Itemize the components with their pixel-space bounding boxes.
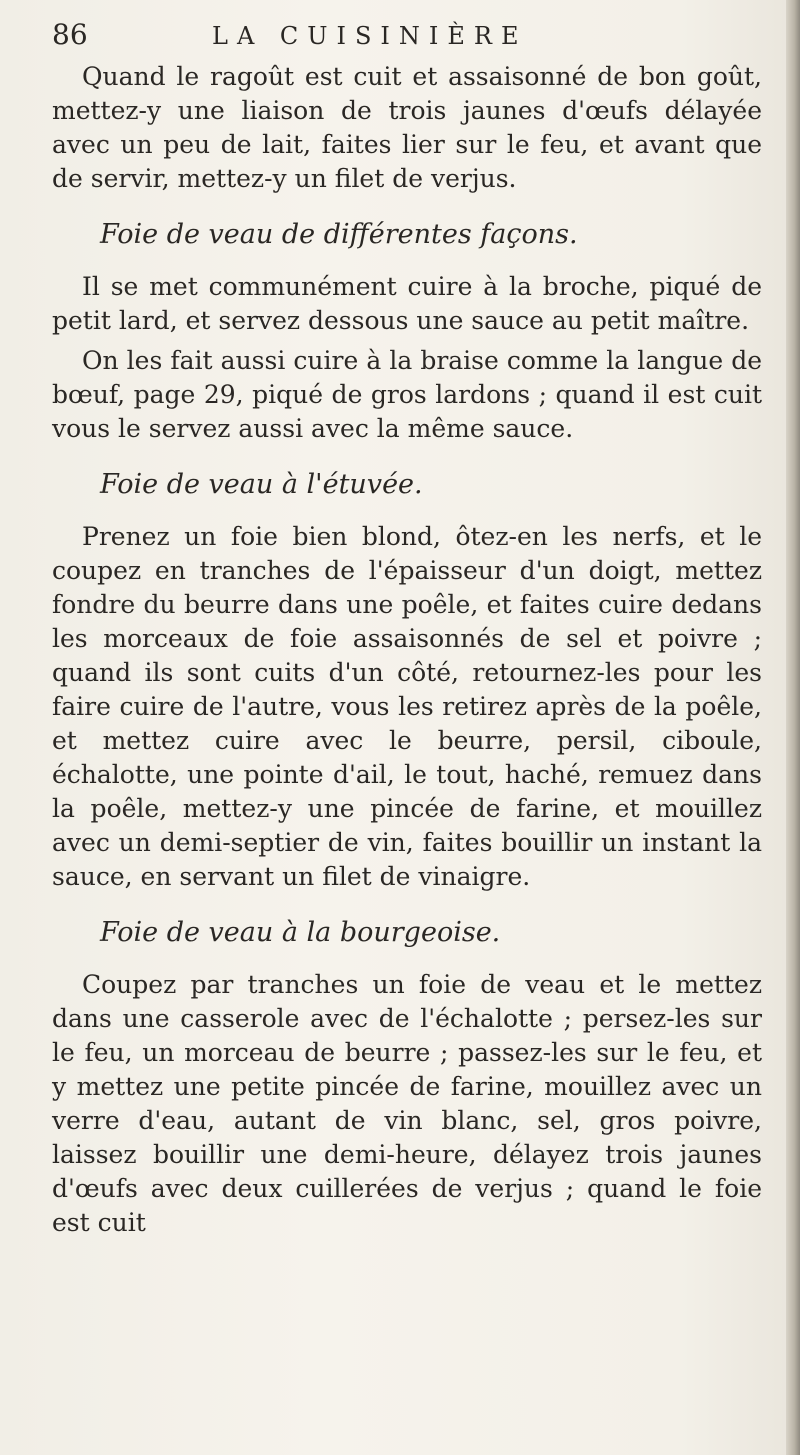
section-continuation bbox=[52, 60, 762, 196]
section-heading: Foie de veau de différentes façons. bbox=[100, 219, 578, 250]
section-foie-differentes-facons bbox=[52, 218, 762, 446]
paragraph: On les fait aussi cuire à la braise comme la langue de bœuf, page 29, piqué de gros lardons ; quand il est cuit vous le servez aussi avec la même sauce. bbox=[52, 346, 762, 443]
page-number: 86 bbox=[52, 18, 88, 51]
paragraph: Il se met communément cuire à la broche, piqué de petit lard, et servez dessous une sauce au petit maître. bbox=[52, 272, 762, 335]
paragraph: Coupez par tranches un foie de veau et le mettez dans une casserole avec de l'échalotte ; persez-les sur le feu, un morceau de beurre ; passez-les sur le feu, et y mettez une petite pincée de farine, mouillez avec un verre d'eau, autant de vin blanc, sel, gros poivre, laissez bouillir une demi-heure, délayez trois jaunes d'œufs avec deux cuillerées de verjus ; quand le foie est cuit bbox=[52, 970, 762, 1237]
running-head bbox=[52, 18, 762, 58]
section-foie-bourgeoise bbox=[52, 916, 762, 1240]
running-title: LA CUISINIÈRE bbox=[212, 22, 528, 50]
text-column bbox=[52, 18, 762, 1244]
section-heading: Foie de veau à l'étuvée. bbox=[100, 469, 423, 500]
section-heading: Foie de veau à la bourgeoise. bbox=[100, 917, 501, 948]
book-spine-edge bbox=[786, 0, 800, 1455]
section-foie-etuvee bbox=[52, 468, 762, 894]
paragraph: Quand le ragoût est cuit et assaisonné de bon goût, mettez-y une liaison de trois jaunes d'œufs délayée avec un peu de lait, faites lier sur le feu, et avant que de servir, mettez-y un filet de verjus. bbox=[52, 62, 762, 193]
paragraph: Prenez un foie bien blond, ôtez-en les nerfs, et le coupez en tranches de l'épaisseur d'un doigt, mettez fondre du beurre dans une poêle, et faites cuire dedans les morceaux de foie assaisonnés de sel et poivre ; quand ils sont cuits d'un côté, retournez-les pour les faire cuire de l'autre, vous les retirez après de la poêle, et mettez cuire avec le beurre, persil, ciboule, échalotte, une pointe d'ail, le tout, haché, remuez dans la poêle, mettez-y une pincée de farine, et mouillez avec un demi-septier de vin, faites bouillir un instant la sauce, en servant un filet de vinaigre. bbox=[52, 522, 762, 891]
